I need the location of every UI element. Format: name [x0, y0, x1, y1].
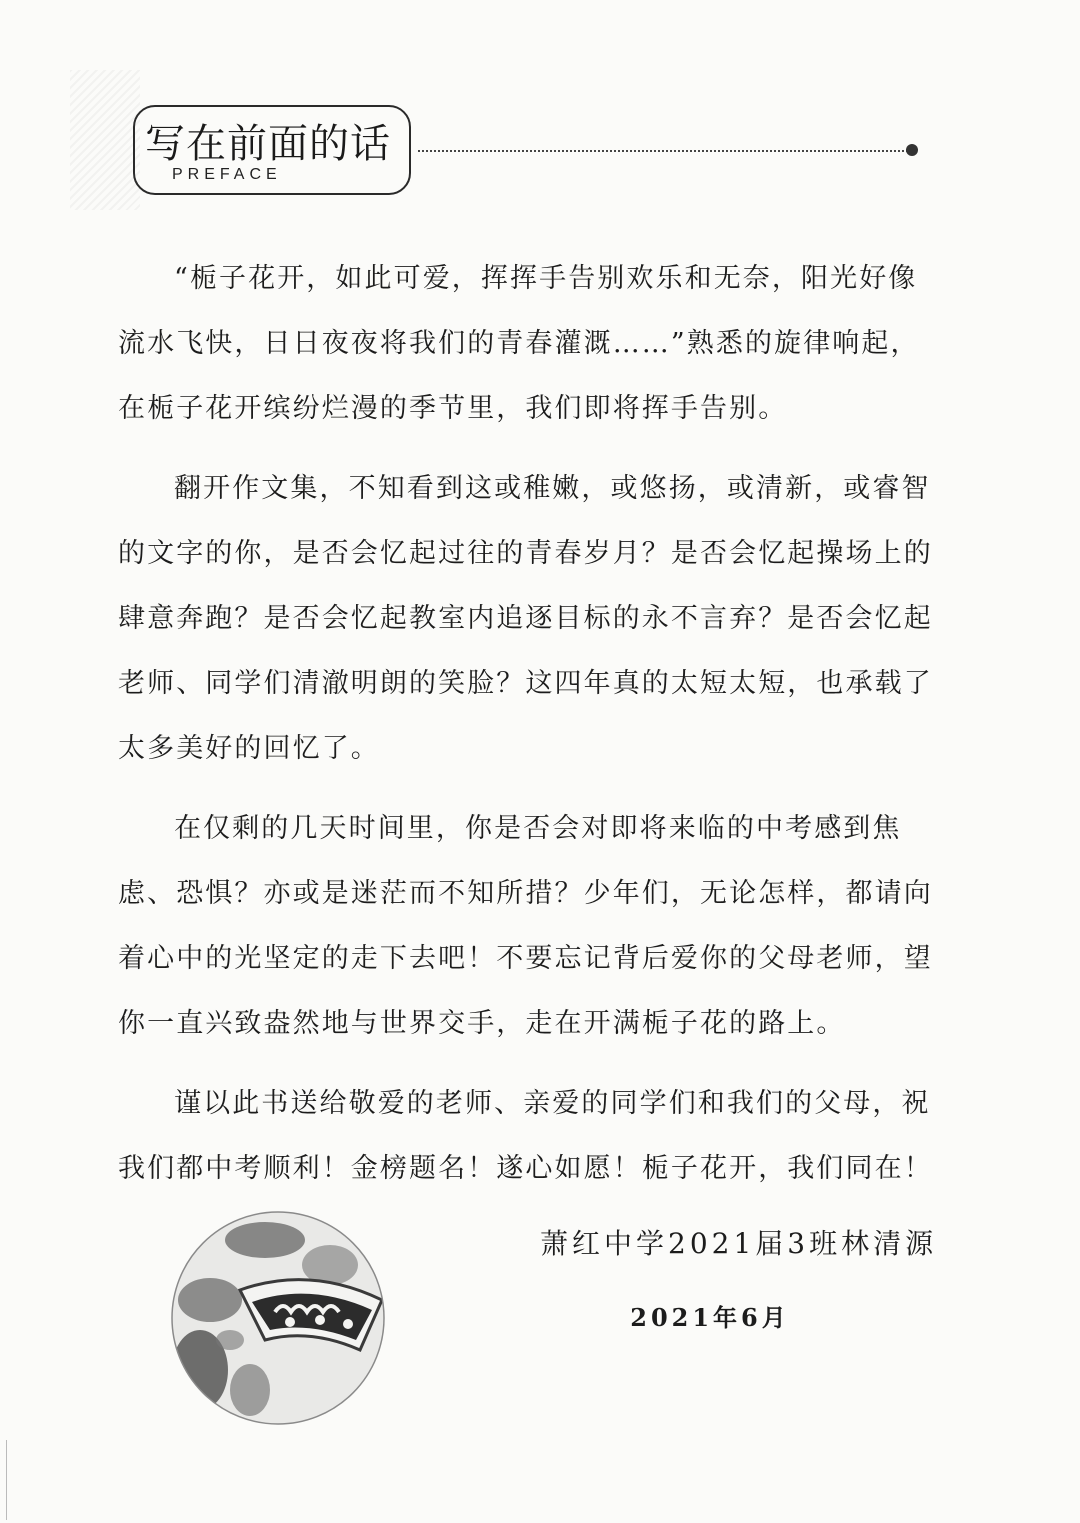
body-text-line: 谨以此书送给敬爱的老师、亲爱的同学们和我们的父母，祝	[174, 1088, 931, 1119]
title-rule-end-dot	[906, 144, 918, 156]
page-title: 写在前面的话	[145, 121, 391, 167]
body-text-line: 流水飞快，日日夜夜将我们的青春灌溉……”熟悉的旋律响起，	[118, 328, 920, 359]
body-text-line: 虑、恐惧？亦或是迷茫而不知所措？少年们，无论怎样，都请向	[118, 878, 933, 909]
body-text-line: 老师、同学们清澈明朗的笑脸？这四年真的太短太短，也承载了	[118, 668, 933, 699]
paragraph-gap	[118, 1056, 918, 1071]
signature-date: 2021年6月	[630, 1303, 790, 1332]
title-dotted-rule	[418, 150, 908, 152]
decorative-fan-emblem-icon	[170, 1210, 386, 1426]
body-text-line: 肆意奔跑？是否会忆起教室内追逐目标的永不言弃？是否会忆起	[118, 603, 933, 634]
body-text-line: 着心中的光坚定的走下去吧！不要忘记背后爱你的父母老师，望	[118, 943, 933, 974]
author-signature: 萧红中学2021届3班林清源	[540, 1227, 938, 1260]
preface-body	[118, 246, 933, 1201]
body-text-line: 我们都中考顺利！金榜题名！遂心如愿！栀子花开，我们同在！	[118, 1153, 933, 1184]
body-text-line: 你一直兴致盎然地与世界交手，走在开满栀子花的路上。	[118, 1008, 846, 1039]
body-text-line: “栀子花开，如此可爱，挥挥手告别欢乐和无奈，阳光好像	[174, 263, 918, 294]
scan-smudge	[70, 70, 140, 210]
scan-edge-line	[6, 1440, 7, 1520]
paragraph-gap	[118, 441, 918, 456]
body-text-line: 在仅剩的几天时间里，你是否会对即将来临的中考感到焦	[174, 813, 902, 844]
paragraph-gap	[118, 781, 918, 796]
page-subtitle: PREFACE	[172, 166, 282, 183]
body-text-line: 太多美好的回忆了。	[118, 733, 380, 764]
body-text-line: 在栀子花开缤纷烂漫的季节里，我们即将挥手告别。	[118, 393, 788, 424]
body-text-line: 翻开作文集，不知看到这或稚嫩，或悠扬，或清新，或睿智	[174, 473, 931, 504]
body-text-line: 的文字的你，是否会忆起过往的青春岁月？是否会忆起操场上的	[118, 538, 933, 569]
